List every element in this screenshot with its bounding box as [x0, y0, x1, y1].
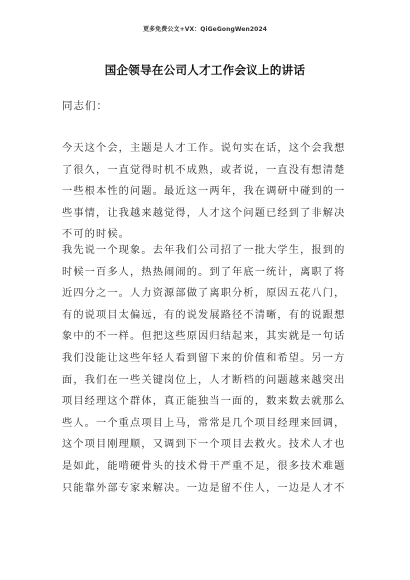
- paragraph-line: 时候一百多人，热热闹闹的。到了年底一统计，离职了将: [62, 266, 346, 278]
- paragraph-1: [62, 138, 350, 246]
- paragraph-line: 些人。一个重点项目上马，常常是几个项目经理来回调，: [62, 417, 346, 429]
- paragraph-line: 面，我们在一些关键岗位上，人才断档的问题越来越突出: [62, 374, 346, 386]
- paragraph-line: 这个项目刚理顺，又调到下一个项目去救火。技术人才也: [62, 439, 346, 451]
- paragraph-line: 是如此，能啃硬骨头的技术骨干严重不足，很多技术难题: [62, 460, 346, 472]
- paragraph-line: 今天这个会，主题是人才工作。说句实在话，这个会我想: [62, 143, 346, 154]
- salutation: 同志们：: [62, 100, 108, 112]
- paragraph-line: 些事情，让我越来越觉得，人才这个问题已经到了非解决: [62, 207, 346, 219]
- paragraph-line: 项目经理这个群体，真正能独当一面的，数来数去就那么: [62, 396, 346, 408]
- paragraph-line: 我们没能让这些年轻人看到留下来的价值和希望。另一方: [62, 352, 346, 364]
- paragraph-line: 有的说项目太偏远，有的说发展路径不清晰，有的说跟想: [62, 309, 346, 321]
- paragraph-line: 我先说一个现象。去年我们公司招了一批大学生，报到的: [62, 245, 346, 256]
- paragraph-line: 一些根本性的问题。最近这一两年，我在调研中碰到的一: [62, 186, 346, 198]
- paragraph-line: 近四分之一。人力资源部做了离职分析，原因五花八门，: [62, 288, 346, 300]
- paragraph-line: 不可的时候。: [62, 229, 131, 241]
- document-title: 国企领导在公司人才工作会议上的讲话: [104, 63, 306, 77]
- paragraph-line: 只能靠外部专家来解决。一边是留不住人，一边是人才不: [62, 482, 346, 494]
- paragraph-line: 了很久，一直觉得时机不成熟，或者说，一直没有想清楚: [62, 164, 346, 176]
- paragraph-2: [62, 240, 350, 499]
- page-header: 更多免费公文+VX：QiGeGongWen2024: [142, 26, 267, 33]
- paragraph-line: 象中的不一样。但把这些原因归结起来，其实就是一句话: [62, 331, 346, 343]
